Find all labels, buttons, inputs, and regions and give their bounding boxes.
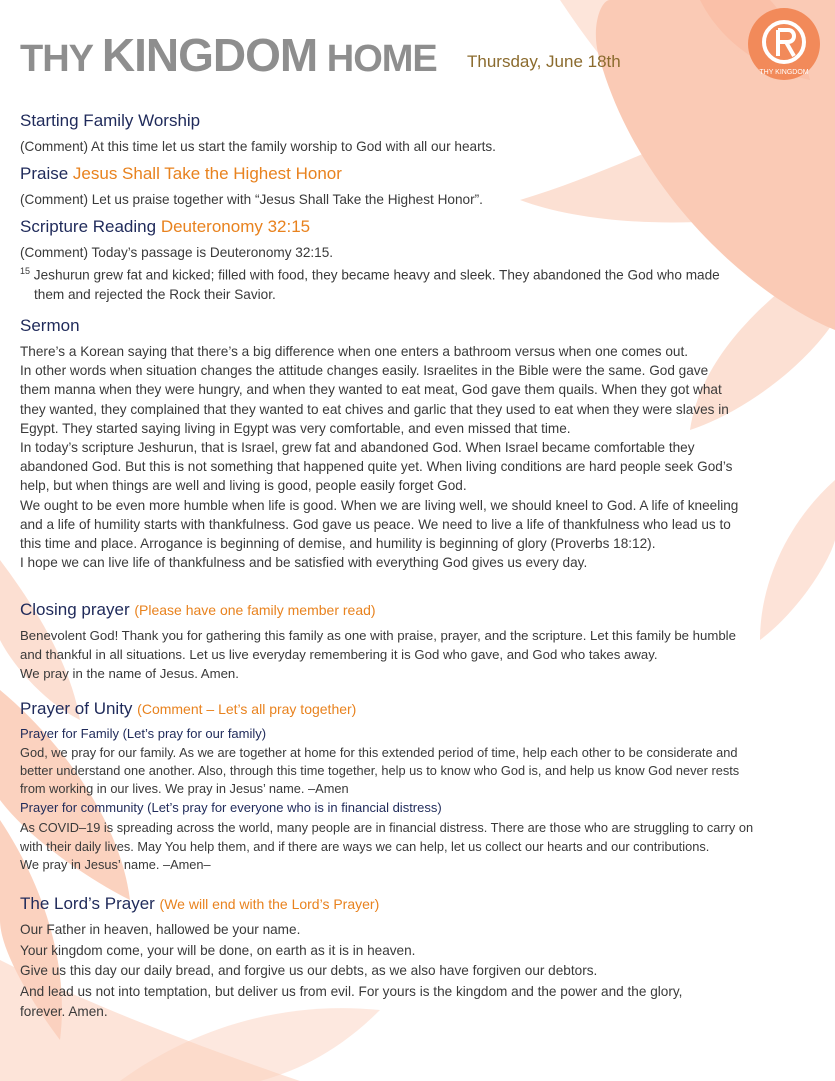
- scripture-comment: (Comment) Today’s passage is Deuteronomy 32:15.: [20, 245, 334, 260]
- lords-prayer-body: [20, 920, 828, 1023]
- closing-body: [20, 626, 828, 684]
- closing-line: Benevolent God! Thank you for gathering this family as one with praise, prayer, and the scripture. Let this family be humble: [20, 628, 736, 643]
- community-prayer-line: with their daily lives. May You help them, and if there are ways we can help, let us collect our hearts and our contributions.: [20, 838, 710, 854]
- starting-comment: (Comment) At this time let us start the family worship to God with all our hearts.: [20, 139, 496, 154]
- verse-line-1: Jeshurun grew fat and kicked; filled with food, they became heavy and sleek. They abandoned the God who made: [30, 267, 720, 283]
- title-thy: THY: [20, 38, 93, 80]
- closing-heading: [20, 600, 376, 620]
- praise-heading: [20, 164, 342, 184]
- closing-note: (Please have one family member read): [134, 602, 376, 618]
- sermon-line: In today’s scripture Jeshurun, that is Israel, grew fat and abandoned God. When Israel became comfortable they: [20, 440, 695, 456]
- lords-prayer-line: Your kingdom come, your will be done, on earth as it is in heaven.: [20, 942, 416, 958]
- lords-prayer-line: And lead us not into temptation, but deliver us from evil. For yours is the kingdom and the power and the glory,: [20, 983, 683, 999]
- starting-heading: Starting Family Worship: [20, 111, 201, 130]
- sermon-line: they wanted, they complained that they wanted to eat chives and garlic that they used to eat when they were slaves in: [20, 401, 729, 417]
- svg-text:THY KINGDOM: THY KINGDOM: [759, 69, 809, 76]
- family-prayer-heading: Prayer for Family (Let’s pray for our family): [20, 726, 267, 741]
- sermon-line: and a life of humility starts with thankfulness. God gave us peace. We need to live a life of thankfulness who lead us to: [20, 516, 731, 532]
- thy-kingdom-logo: [746, 6, 822, 82]
- sermon-line: Egypt. They started saying living in Egypt was very comfortable, and even missed that time.: [20, 420, 571, 436]
- page-title: [20, 28, 437, 82]
- sermon-line: help, but when things are well and living is good, people easily forget God.: [20, 478, 467, 494]
- community-prayer-body: [20, 819, 828, 875]
- community-prayer-line: We pray in Jesus’ name. –Amen–: [20, 857, 211, 872]
- date-label: Thursday, June 18th: [467, 52, 621, 71]
- closing-line: We pray in the name of Jesus. Amen.: [20, 666, 239, 682]
- lords-prayer-heading: [20, 894, 379, 914]
- lords-prayer-line: Our Father in heaven, hallowed be your name.: [20, 922, 301, 937]
- sermon-body: [20, 342, 828, 572]
- family-prayer-body: [20, 744, 828, 798]
- unity-note: (Comment – Let’s all pray together): [137, 701, 357, 717]
- family-prayer-line: better understand one another. Also, through this time together, help us to know who God is, and help us know God never rests: [20, 763, 740, 778]
- scripture-ref: Deuteronomy 32:15: [160, 217, 311, 236]
- verse-number: 15: [20, 266, 31, 277]
- praise-song: Jesus Shall Take the Highest Honor: [72, 164, 342, 183]
- lords-prayer-line: forever. Amen.: [20, 1004, 108, 1019]
- scripture-label: Scripture Reading: [20, 217, 157, 236]
- closing-label: Closing prayer: [20, 600, 130, 619]
- family-prayer-line: from working in our lives. We pray in Jesus’ name. –Amen: [20, 781, 349, 796]
- sermon-line: them manna when they were hungry, and when they wanted to eat meat, God gave them quails. When they got what: [20, 382, 722, 398]
- praise-label: Praise: [20, 164, 69, 183]
- sermon-line: I hope we can live life of thankfulness and be satisfied with everything God gives us every day.: [20, 555, 588, 571]
- sermon-heading: Sermon: [20, 316, 80, 335]
- family-prayer-line: God, we pray for our family. As we are together at home for this extended period of time, help each other to be considerate and: [20, 745, 738, 760]
- sermon-line: abandoned God. But this is not something that happened quite yet. When living conditions are hard people seek God’s: [20, 459, 733, 475]
- sermon-line: There’s a Korean saying that there’s a big difference when one enters a bathroom versus when one comes out.: [20, 344, 689, 359]
- sermon-line: We ought to be even more humble when life is good. When we are living well, we should kneel to God. A life of kneeling: [20, 497, 739, 513]
- lords-prayer-line: Give us this day our daily bread, and forgive us our debts, as we also have forgiven our debtors.: [20, 963, 598, 978]
- sermon-line: this time and place. Arrogance is beginning of demise, and humility is beginning of glory (Proverbs 18:12).: [20, 536, 656, 552]
- praise-comment: (Comment) Let us praise together with “Jesus Shall Take the Highest Honor”.: [20, 192, 483, 207]
- lords-prayer-label: The Lord’s Prayer: [20, 894, 155, 913]
- scripture-heading: [20, 217, 310, 237]
- community-prayer-heading: Prayer for community (Let’s pray for everyone who is in financial distress): [20, 800, 442, 815]
- verse-line-2: them and rejected the Rock their Savior.: [34, 286, 276, 302]
- scripture-body: [20, 243, 828, 304]
- community-prayer-line: As COVID–19 is spreading across the world, many people are in financial distress. There are those who are struggling to carry on: [20, 820, 754, 835]
- title-home: HOME: [326, 38, 437, 80]
- lords-prayer-note: (We will end with the Lord’s Prayer): [159, 896, 380, 912]
- unity-heading: [20, 699, 356, 719]
- sermon-line: In other words when situation changes the attitude changes easily. Israelites in the Bible were the same. God gave: [20, 363, 709, 379]
- title-kingdom: KINGDOM: [101, 29, 318, 81]
- unity-label: Prayer of Unity: [20, 699, 133, 718]
- closing-line: and thankful in all situations. Let us live everyday remembering it is God who gave, and God who takes away.: [20, 647, 658, 663]
